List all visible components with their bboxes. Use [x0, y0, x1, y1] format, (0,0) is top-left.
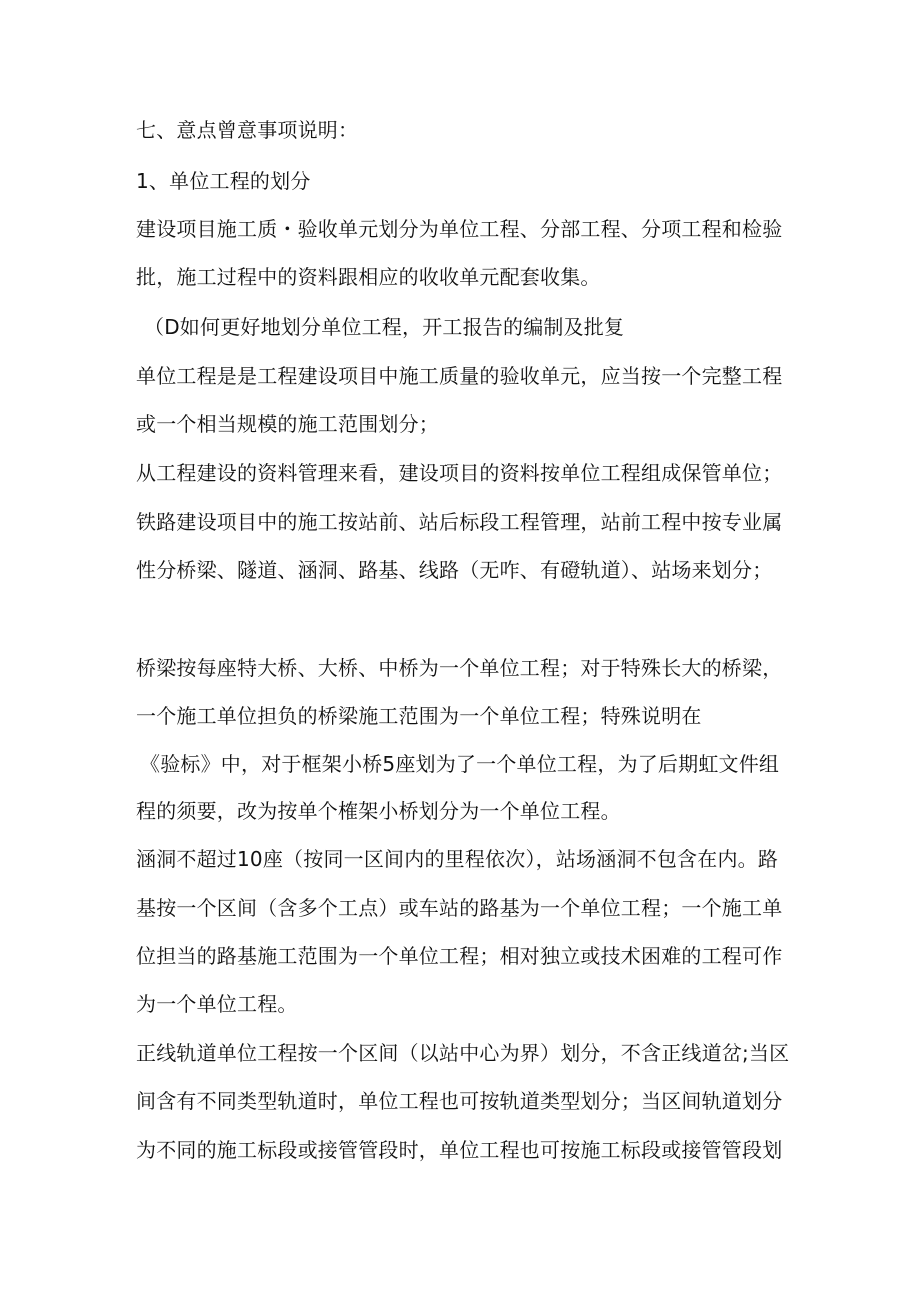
paragraph-line: 铁路建设项目中的施工按站前、站后标段工程管理，站前工程中按专业属 — [136, 510, 783, 534]
paragraph-line: 或一个相当规模的施工范围划分； — [136, 412, 439, 436]
paragraph-line: 批，施工过程中的资料跟相应的收收单元配套收集。 — [136, 265, 601, 289]
paragraph-line: 正线轨道单位工程按一个区间（以站中心为界）划分，不含正线道岔;当区 — [136, 1041, 790, 1065]
paragraph-line: 《验标》中，对于框架小桥5座划为了一个单位工程，为了后期虹文件组 — [140, 752, 780, 776]
paragraph-line: 为不同的施工标段或接管管段时，单位工程也可按施工标段或接管管段划 — [136, 1138, 783, 1162]
paragraph-line: 桥梁按每座特大桥、大桥、中桥为一个单位工程；对于特殊长大的桥梁， — [136, 656, 783, 680]
paragraph-line: 基按一个区间（含多个工点）或车站的路基为一个单位工程；一个施工单 — [136, 896, 783, 920]
paragraph-line: 性分桥梁、隧道、涵洞、路基、线路（无咋、有磴轨道）、站场来划分； — [136, 558, 773, 582]
paragraph-line: 间含有不同类型轨道时，单位工程也可按轨道类型划分；当区间轨道划分 — [136, 1089, 783, 1113]
paragraph-line: 位担当的路基施工范围为一个单位工程；相对独立或技术困难的工程可作 — [136, 944, 783, 968]
paragraph-line: 一个施工单位担负的桥梁施工范围为一个单位工程；特殊说明在 — [136, 704, 702, 728]
subheading-unit-division: 1、单位工程的划分 — [136, 169, 311, 193]
paragraph-line: 程的须要，改为按单个榷架小桥划分为一个单位工程。 — [136, 799, 621, 823]
paragraph-line: 涵洞不超过10座（按同一区间内的里程依次），站场涵洞不包含在内。路 — [136, 847, 779, 871]
paragraph-line: 从工程建设的资料管理来看，建设项目的资料按单位工程组成保管单位； — [136, 461, 783, 485]
paragraph-line: 建设项目施工质・验收单元划分为单位工程、分部工程、分项工程和检验 — [136, 217, 783, 241]
section-heading: 七、意点曾意事项说明： — [136, 118, 359, 142]
paragraph-line: 为一个单位工程。 — [136, 992, 298, 1016]
subheading-how-to-divide: （D如何更好地划分单位工程，开工报告的编制及批复 — [144, 315, 625, 339]
paragraph-line: 单位工程是是工程建设项目中施工质量的验收单元，应当按一个完整工程 — [136, 364, 783, 388]
